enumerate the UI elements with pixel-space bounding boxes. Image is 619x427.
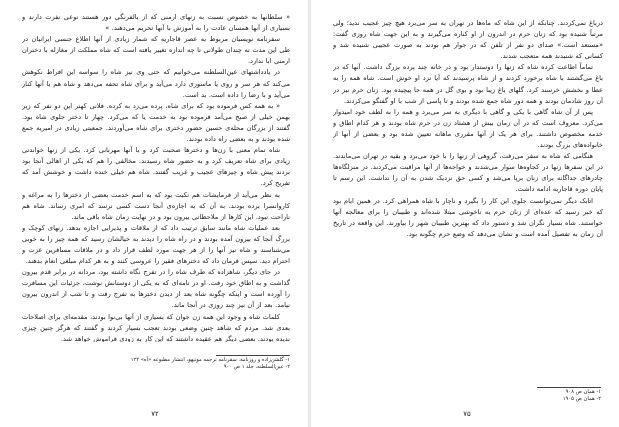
right-page xyxy=(311,0,619,427)
right-page-body xyxy=(333,18,603,277)
paragraph: « به همه کس فرموده بود که برای شاه، پرده می‌زد به کرده. فلانی کهتر این دو نفر که زیر بهمن خیلی از صبح می‌آمد فرموده بود به خدمت یا که می‌کرد. چهار تا دختر جلوی شاه بود. گفتند از بزرگان محله‌ی حسین حضور دختری برای شاه می‌آوردند. جمعیتی زیادی در امیریه جمع شده بودند و به بعضی راه داده بودند. xyxy=(22,101,290,144)
footnote: ۲- عین‌السلطنه، جلد ۱ ص ۹۰۰ xyxy=(223,364,290,371)
paragraph: در جای دیگر، شاهزاده که طرف شاه را در تفرج نگاه داشته بود، مردانه در برابر قدم بیرون گذاشت و به اطاق خود رفت. او در نامه‌ای که به یکی از دوستانش نوشت، جزئیات این مسافرت را آورده است و اینکه چگونه شاه بعد از دیدن دخترها به تفرج رفت و تا شب از اندرون بیرون نیامد. بعد از آن نیز چند روزی در آنجا ماند. xyxy=(22,268,290,310)
paragraph: کلمات شاه و وجود این همه زن جوان که بسیاری از آنها بی‌نوا بودند، مقدمه‌ای برای اصلاحات بعدی شد. مردم که شاهد چنین وضعی بودند تعجب بسیار کردند و گفتند که هرگز چنین چیزی ندیده بودند. بعضی دیگر هم عقیده داشتند که این کار به زودی فراموش خواهد شد. xyxy=(22,312,290,342)
paragraph: تماماً اطاعت کرده شاه که زنها را دوستدار بود و در خانه چند پرده بزرگ داشت. آنها که در باغ می‌گشتند با شاه برخورد کردند و از شاه پرسیدند که آیا نزد او خوش است. شاه همه را به عطا و بخشش خرسند کرد. گلهای باغ زیبا بود و بوی گل در همه جا پیچیده بود. زنان حرم نیز در آن روز شادمان بودند و همه دور شاه جمع شده بودند و تا پاسی از شب با او گفتگو می‌کردند. xyxy=(333,63,603,105)
paragraph: اتابک دیگر نمی‌توانست جلوی این کار را بگیرد و ناچار با شاه همراهی کرد. در همین ایام بود که خبر رسید که عده‌ای از زنان حرم به ناخوشی مبتلا شده‌اند و طبیبان را برای معالجه آنها خواستند. شاه بسیار نگران شد و دستور داد که بهترین طبیبان شهر را بیاورند. این واقعه در تاریخ آن زمان به تفصیل آمده است و نشان می‌دهد که وضع حرم چگونه بود. xyxy=(333,196,603,238)
left-page-body xyxy=(22,12,290,342)
paragraph: در یادداشتهای عین‌السلطنه می‌خوانیم که حتی وی نیز شاه را سواسه این افراط نکوهش می‌کند که هر سر و روی یا ماسوری دارد می‌آید و برای شاه تحفه می‌دهد و شاه هم با آنها کنار می‌آید و با رضا را داده است. بد است. xyxy=(22,68,290,99)
footnote: ۱- گلشن‌زاده و روزنامه. سفرنامه ترجمه مونیهو، انتشار مطبوعه «آه» ۱۲۲ xyxy=(130,357,290,363)
paragraph: به نظر می‌آید از فرمایشات هم نکبت بود که به اسم خدمت بعضی از دخترها را به مراغه و کاروانسرا برده بودند. به آن که به اجازه‌ی آنجا دست کسی نرسد که امری رساند. شاه هم ناراحت نبود. این کارها از ملاحظاتی بیرون بود و در نهایت زمان شاه باقی ماند. xyxy=(22,190,290,221)
paragraph: « سلطانها به خصوص نسبت به زنهای ارمنی که از بالفرنگی دور هستند نوعی نفرت دارند و بسیاری از آنها همسان عادت را به آموزش با آنها تحریم می‌دهند. » xyxy=(22,13,290,33)
paragraph: شاه تمام معنی با زن‌ها و دخترها صحبت کرد و با آنها مهربانی کرد. یکی از زنها خواندنی زیادی برای شاه تعریف کرد و به حضور شاه رسیدند. مخالفی را هم که یکی از اهالی آنجا بود بردند پیش شاه و چیزهای عجیب و غریب گفتند. شاه هم خیلی خنده داشت و خوشش آمد که تفریح کرد. xyxy=(22,146,290,188)
paragraph: هنگامی که شاه به سفر می‌رفت، گروهی از زنها را با خود می‌برد و بقیه در تهران می‌ماندند. در این سفرها زنها در کجاوه‌ها سوار می‌شدند و خواجه‌ها از آنها مراقبت می‌کردند. در منزلگاه‌ها چادرهای جداگانه برای زنان برپا می‌شد و کسی حق نزدیک شدن به آن را نداشت. این رسم تا پایان دوره قاجاریه ادامه داشت. xyxy=(333,152,603,194)
paragraph: پس از آن شاه گاهی با یکی و گاهی با دیگری به سر می‌برد و همه را به لطف خود امیدوار می‌کرد. معروف است که در آن زمان بیش از هشتاد زن در حرم شاه بودند و هر کدام اطاق و خدمه مخصوص داشتند. برای هر یک از آنها مقرری ماهانه تعیین شده بود و بعضی از آنها از خانواده‌های بزرگ بودند. xyxy=(333,107,603,150)
paragraph: بعد عملیات شاه مانند سابق ترتیب داد که از ملاقات و پذیرایی اجازه بدهد. زنهای کوچک و بزرگ آنجا که بیرون آمده بودند و در راه شاه را دیدند به خیالشان رسید که همه چیز را به خوبی می‌شناسند و شاه نیز آنها را از هر جهت مورد لطف قرار داد و در ملاقات مسافرین عزت و احترام دید. سپس فرمان داد که دخترهای فقیر را عروسی کنند و به هر کدام مبلغی انعام بدهند. xyxy=(22,223,290,266)
page-number: ۷۲ xyxy=(151,410,159,418)
footnote-divider xyxy=(537,387,601,388)
footnote: ۱- همان ص ۹۰۸ xyxy=(565,389,601,395)
right-page-footnotes xyxy=(333,389,601,403)
footnote: ۲- همان ص ۱۹۰۵ xyxy=(562,396,601,403)
paragraph: درباغ نمی‌کردند. چنانکه از این شاه که ماه‌ها در تهران به سر می‌برد هیچ چیز عجیب ندید؛ ولی مرتباً شنیده بود که زنان حرم در اندرون از او کناره می‌گیرند و به این جهت شاه روزی گفت: «مستعد است.» صدای دو نفر از تلفن که در جوار هم بودند به صورت عجیبی شنیده شد و کسانی که شنیدند همه متعجب شدند. xyxy=(333,19,603,61)
footnote-divider xyxy=(216,355,290,356)
left-page-footnotes xyxy=(22,357,290,371)
page-number: ۷۵ xyxy=(463,410,471,418)
paragraph: سفرنامه نویسیان مربوط به عصر قاجاریه که شمار زیادی از آنها اطلاع جنسی ایرانیان در طی این مدت نه چندان طولانی تا چه اندازه تغییر یافته است که شاه مملکت از مغازله با دختران ارمنی ابا ندارد. xyxy=(22,35,290,66)
left-page xyxy=(0,0,308,427)
